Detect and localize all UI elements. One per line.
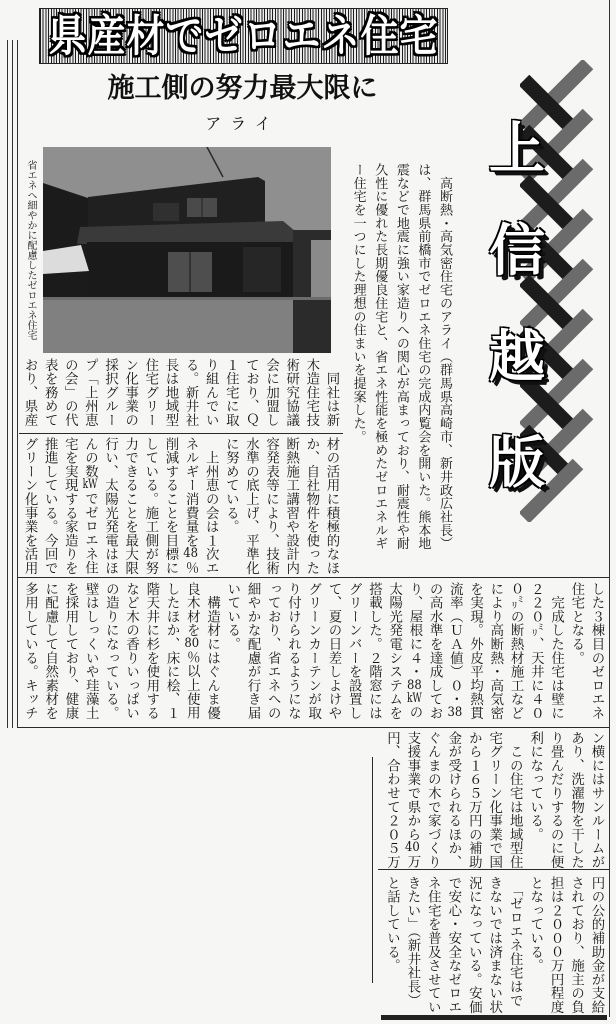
headline: 県産材でゼロエネ住宅 (48, 10, 439, 62)
text-column: 良木材を80％以上使用 (184, 582, 200, 720)
text-column: 利になっている。 (527, 731, 543, 842)
house-photo (43, 147, 331, 353)
text-column: 容発表等により、技術 (263, 437, 279, 575)
text-column: に努めている。 (223, 437, 239, 534)
column-divider (372, 757, 373, 983)
text-column: 「ゼロエネ住宅はで (507, 876, 523, 1008)
body-tier-4 (381, 731, 606, 867)
text-column: 円、合わせて２０５万 (384, 731, 400, 869)
text-column: ０㍉の断熱材施工など (508, 582, 524, 720)
text-column: 木造住宅技 (303, 358, 319, 427)
tate-chu-yoko: kW (407, 692, 422, 706)
text-column: 宅を実現する家造りを (62, 437, 78, 575)
text-column: 円の公的補助金が支給 (589, 876, 604, 1014)
text-column: ン横にはサンルームが (589, 731, 604, 869)
house-photo-image (43, 147, 331, 353)
text-column: と話している。 (384, 876, 400, 973)
text-column: 久性に優れた長期優良住宅と、省エネ性能を極めたゼロエネルギ (372, 163, 388, 551)
text-column: は、群馬県前橋市でゼロエネ住宅の完成内覧会を開いた。熊本地 (415, 163, 431, 551)
text-column: 術研究協議 (283, 358, 299, 427)
text-column: 高断熱・高気密住宅のアライ（群馬県高崎市、新井政広社長） (437, 163, 452, 551)
text-column: 宅グリーン化事業で国 (486, 731, 502, 869)
text-column: 材の活用に積極的なほ (324, 437, 339, 575)
text-column: 完成した住宅は壁に (548, 582, 564, 720)
text-column: 断熱施工講習や設計内 (283, 437, 299, 575)
tier-divider (378, 869, 609, 870)
text-column: 上州恵の会は１次エ (203, 437, 219, 575)
text-column: 推進している。今回で (42, 437, 58, 575)
text-column: プ「上州恵 (82, 358, 98, 427)
edition-char-etsu: 越 (489, 325, 545, 390)
text-column: されており、施主の負 (568, 876, 584, 1014)
right-border-rule (609, 0, 610, 1017)
text-column: 太陽光発電システムを (386, 582, 402, 720)
text-column: を実現。外皮平均熱貫 (467, 582, 483, 720)
tate-chu-yoko: 40 (405, 841, 420, 855)
text-column: 壁はしっくいや珪藻土 (83, 582, 99, 720)
text-column: の造りになっている。 (103, 582, 119, 720)
body-tier-1 (19, 358, 341, 430)
text-column: した３棟目のゼロエネ (589, 582, 604, 720)
text-column: この住宅は地域型住 (507, 731, 523, 869)
text-column: いている。 (224, 582, 240, 651)
photo-caption: 省エネへ細やかに配慮したゼロエネ住宅 (25, 160, 36, 340)
text-column: 住宅となる。 (568, 582, 584, 665)
tate-chu-yoko: kW (82, 478, 98, 492)
text-column: 会に加盟し (263, 358, 279, 427)
text-column: 行い、太陽光発電はほ (102, 437, 118, 575)
text-column: に配慮して自然素材を (42, 582, 58, 720)
text-column: きたい」（新井社長） (404, 876, 420, 1008)
headline-banner (39, 8, 448, 64)
text-column: ー住宅を一つにした理想の住まいを提案した。 (350, 163, 366, 444)
text-column: 細やかな配慮が行き届 (245, 582, 261, 720)
text-column: グリーン化事業を活用 (22, 437, 38, 575)
text-column: か、自社物件を使った (303, 437, 319, 575)
text-column: て、夏の日差しよけや (325, 582, 341, 720)
text-column: したほか、床に桧、１ (164, 582, 180, 720)
body-tier-5 (381, 876, 606, 1012)
text-column: り、屋根に４・88kWの (406, 582, 422, 720)
text-column: る。新井社 (183, 358, 199, 427)
edition-char-ban: 版 (489, 431, 545, 496)
bottom-rule (381, 1015, 607, 1020)
text-column: している。施工側が努 (142, 437, 158, 575)
text-column: 況になっている。安価 (466, 876, 482, 1014)
lead-paragraph (347, 163, 455, 555)
text-column: 同社は新 (324, 358, 339, 427)
text-column: 住宅グリー (142, 358, 158, 427)
text-column: 担は２０００万円程度 (548, 876, 564, 1014)
tate-chu-yoko: 88 (407, 678, 422, 693)
text-column: ン化事業の (122, 358, 138, 427)
text-column: 多用している。キッチ (22, 582, 38, 720)
tate-chu-yoko: 48 (183, 547, 198, 561)
text-column: あり、洗濯物を干した (568, 731, 584, 869)
body-tier-2 (19, 437, 341, 574)
edition-logo (480, 58, 605, 528)
text-column: 階天井に杉を使用する (143, 582, 159, 720)
text-column: 力できることを最大限 (122, 437, 138, 575)
text-column: 搭載した。２階窓には (366, 582, 382, 720)
text-column: 流率（ＵＡ値）０・38 (447, 582, 463, 720)
tate-chu-yoko: 80 (184, 637, 200, 651)
company-name: アライ (205, 114, 280, 133)
text-column: ネ住宅を普及させてい (425, 876, 441, 1014)
tier-divider (17, 727, 609, 728)
edition-char-shin: 信 (489, 219, 545, 284)
text-column: 採択グルー (102, 358, 118, 427)
text-column: 構造材にはぐんま優 (204, 582, 220, 720)
text-column: グリーンカーテンが取 (305, 582, 321, 720)
subheadline: 施工側の努力最大限に (107, 73, 378, 104)
text-column: きないでは済まない状 (486, 876, 502, 1014)
text-column: から１６５万円の補助 (466, 731, 482, 869)
text-column: 支援事業で県から40万 (404, 731, 420, 869)
text-column: ており、Ｑ (243, 358, 259, 427)
text-column: 削減することを目標に (163, 437, 178, 575)
text-column: ぐんまの木で家づくり (425, 731, 441, 869)
text-column: を採用しており、健康 (62, 582, 78, 720)
text-column: ネルギー消費量を48％ (183, 437, 199, 575)
text-column: で安心・安全なゼロエ (445, 876, 461, 1014)
text-column: となっている。 (527, 876, 543, 973)
text-column: っており、省エネへの (265, 582, 281, 720)
left-border-rule (7, 40, 18, 728)
text-column: 長は地域型 (163, 358, 178, 427)
text-column: り付けられるようにな (285, 582, 301, 720)
text-column: など木の香りいっぱい (123, 582, 139, 720)
text-column: り畳んだりするのに便 (548, 731, 564, 869)
text-column: により高断熱・高気密 (487, 582, 503, 720)
text-column: グリーンバーを設置し (346, 582, 362, 720)
text-column: の高水準を達成してお (427, 582, 443, 720)
text-column: んの数kWでゼロエネ住 (82, 437, 98, 575)
text-column: り組んでい (203, 358, 219, 427)
body-tier-3 (19, 582, 606, 722)
text-column: １住宅に取 (223, 358, 239, 427)
text-column: の会」の代 (62, 358, 78, 427)
tate-chu-yoko: 38 (447, 706, 463, 720)
text-column: 水準の底上げ、平準化 (243, 437, 259, 575)
tier-divider (17, 577, 609, 578)
text-column: 震などで地震に強い家造りへの関心が高まっており、耐震性や耐 (393, 163, 409, 551)
text-column: おり、県産 (22, 358, 38, 427)
text-column: 表を務めて (42, 358, 58, 427)
text-column: ２２０㍉、天井に４０ (528, 582, 544, 720)
edition-char-jo: 上 (489, 117, 545, 182)
text-column: 金が受けられるほか、 (445, 731, 461, 869)
tier-divider (19, 433, 343, 434)
